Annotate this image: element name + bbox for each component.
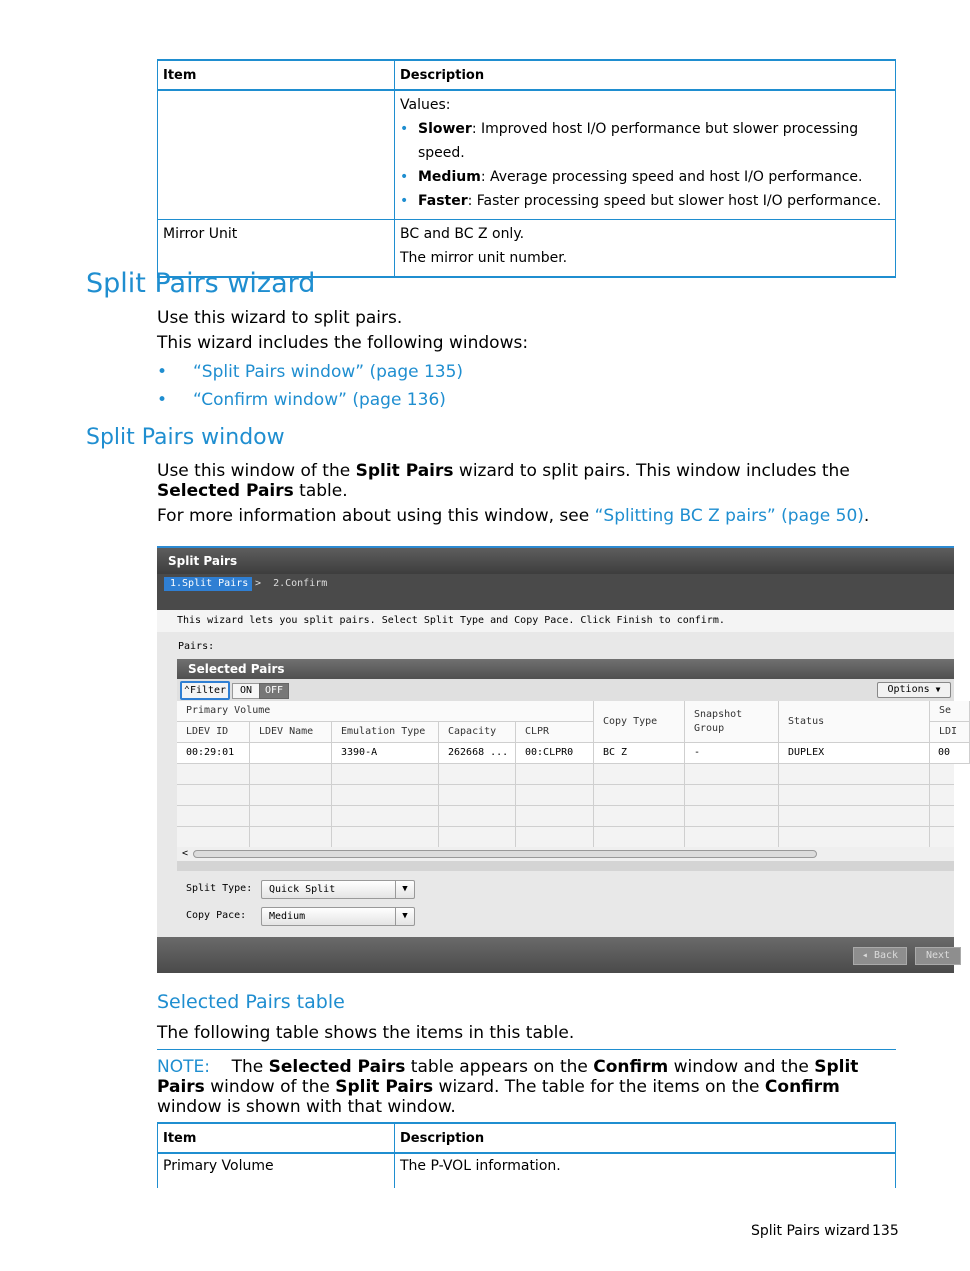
- list-item: • Medium: Average processing speed and host I/O performance.: [418, 165, 890, 189]
- pairs-label: Pairs:: [178, 641, 215, 652]
- chevron-down-icon: ▼: [935, 685, 941, 694]
- bullet-icon: •: [157, 362, 168, 382]
- col-copy-type[interactable]: Copy Type: [594, 701, 685, 743]
- filter-icon: ⌃: [183, 685, 190, 696]
- cell-status[interactable]: DUPLEX: [779, 743, 930, 764]
- cell-ldev-name[interactable]: [250, 743, 332, 764]
- cell-capacity[interactable]: 262668 ...: [439, 743, 516, 764]
- splitting-bcz-pairs-link[interactable]: “Splitting BC Z pairs” (page 50): [594, 506, 864, 526]
- col-ldev-name[interactable]: LDEV Name: [250, 722, 332, 743]
- bullet-icon: •: [157, 390, 168, 410]
- cell-clpr[interactable]: 00:CLPR0: [516, 743, 594, 764]
- selected-pairs-panel: [177, 659, 958, 871]
- col-description-header: Description: [395, 60, 896, 90]
- panel-title: Selected Pairs: [177, 659, 954, 679]
- next-button[interactable]: Next: [915, 947, 961, 965]
- section-title: Split Pairs wizard: [86, 268, 316, 299]
- cell-ldev-id[interactable]: 00:29:01: [177, 743, 250, 764]
- col-item-header: Item: [158, 60, 395, 90]
- item-cell: [158, 90, 395, 220]
- selected-pairs-items-table: [157, 1122, 896, 1188]
- step-split-pairs[interactable]: 1.Split Pairs: [164, 577, 252, 591]
- chevron-down-icon: ▼: [395, 908, 414, 925]
- paragraph: For more information about using this window, see “Splitting BC Z pairs” (page 50).: [157, 506, 870, 526]
- values-label: Values:: [400, 97, 451, 113]
- values-list: [400, 117, 890, 213]
- item-cell: Primary Volume: [158, 1153, 395, 1188]
- options-button[interactable]: Options ▼: [877, 682, 951, 698]
- subsection-title: Selected Pairs table: [157, 991, 345, 1013]
- window-title: Split Pairs: [168, 554, 238, 568]
- wizard-intro: This wizard lets you split pairs. Select Split Type and Copy Pace. Click Finish to confirm.: [157, 610, 954, 632]
- wizard-footer: [157, 937, 954, 973]
- subsection-title: Split Pairs window: [86, 425, 285, 450]
- col-primary-volume: Primary Volume: [177, 701, 594, 722]
- note-label: NOTE:: [157, 1057, 210, 1077]
- split-pairs-window-link[interactable]: “Split Pairs window” (page 135): [193, 362, 464, 382]
- chevron-down-icon: ▼: [395, 881, 414, 898]
- col-capacity[interactable]: Capacity: [439, 722, 516, 743]
- col-clpr[interactable]: CLPR: [516, 722, 594, 743]
- copy-pace-select[interactable]: Medium ▼: [261, 907, 415, 926]
- cell-copy-type[interactable]: BC Z: [594, 743, 685, 764]
- footer-section: Split Pairs wizard: [751, 1223, 870, 1239]
- split-pairs-screenshot: [157, 546, 958, 973]
- description-line: BC and BC Z only.: [400, 226, 525, 242]
- col-description-header: Description: [395, 1123, 896, 1153]
- note-box: NOTE: The Selected Pairs table appears on the Confirm window and the Split Pairs window of the Split Pairs wizard. The table for the items on the Confirm window is shown with that window.: [157, 1049, 896, 1124]
- window-titlebar: [157, 546, 954, 576]
- scroll-thumb[interactable]: [193, 850, 817, 858]
- filter-on-toggle[interactable]: ON: [232, 683, 260, 699]
- paragraph: The following table shows the items in this table.: [157, 1023, 575, 1043]
- split-type-select[interactable]: Quick Split ▼: [261, 880, 415, 899]
- table-row: [158, 90, 896, 220]
- cell-snapshot-group[interactable]: -: [685, 743, 779, 764]
- split-type-label: Split Type:: [186, 883, 253, 894]
- list-item: • Faster: Faster processing speed but slower host I/O performance.: [418, 189, 890, 213]
- horizontal-scrollbar[interactable]: [177, 847, 954, 861]
- col-secondary-partial: Se: [930, 701, 970, 722]
- col-status[interactable]: Status: [779, 701, 930, 743]
- wizard-steps: [157, 574, 954, 610]
- list-item: [157, 362, 463, 382]
- back-arrow-icon: ◂: [861, 950, 868, 961]
- page-number: 135: [872, 1223, 899, 1239]
- confirm-window-link[interactable]: “Confirm window” (page 136): [193, 390, 446, 410]
- paragraph: This wizard includes the following windows:: [157, 333, 529, 353]
- description-cell: The P-VOL information.: [395, 1153, 896, 1188]
- scroll-left-icon[interactable]: <: [182, 848, 189, 859]
- step-confirm[interactable]: > 2.Confirm: [255, 578, 328, 589]
- parameters-table: [157, 59, 896, 278]
- paragraph: Use this wizard to split pairs.: [157, 308, 403, 328]
- col-ldev-partial: LDI: [930, 722, 970, 743]
- filter-off-toggle[interactable]: OFF: [259, 683, 289, 699]
- list-item: [157, 390, 446, 410]
- item-cell: Mirror Unit: [158, 220, 395, 278]
- col-ldev-id[interactable]: LDEV ID: [177, 722, 250, 743]
- back-button[interactable]: ◂ Back: [853, 947, 907, 965]
- list-item: • Slower: Improved host I/O performance but slower processing speed.: [418, 117, 890, 165]
- copy-pace-label: Copy Pace:: [186, 910, 247, 921]
- cell-emulation-type[interactable]: 3390-A: [332, 743, 439, 764]
- empty-rows: [177, 764, 954, 847]
- panel-toolbar: [177, 679, 954, 701]
- cell-secondary-partial[interactable]: 00: [930, 743, 970, 764]
- paragraph: Use this window of the Split Pairs wizard to split pairs. This window includes the Selected Pairs table.: [157, 461, 850, 501]
- filter-button[interactable]: ⌃Filter: [180, 681, 230, 700]
- col-item-header: Item: [158, 1123, 395, 1153]
- table-row: [158, 1153, 896, 1188]
- col-emulation-type[interactable]: Emulation Type: [332, 722, 439, 743]
- description-line: The mirror unit number.: [400, 250, 568, 266]
- col-snapshot-group[interactable]: Snapshot Group: [685, 701, 779, 743]
